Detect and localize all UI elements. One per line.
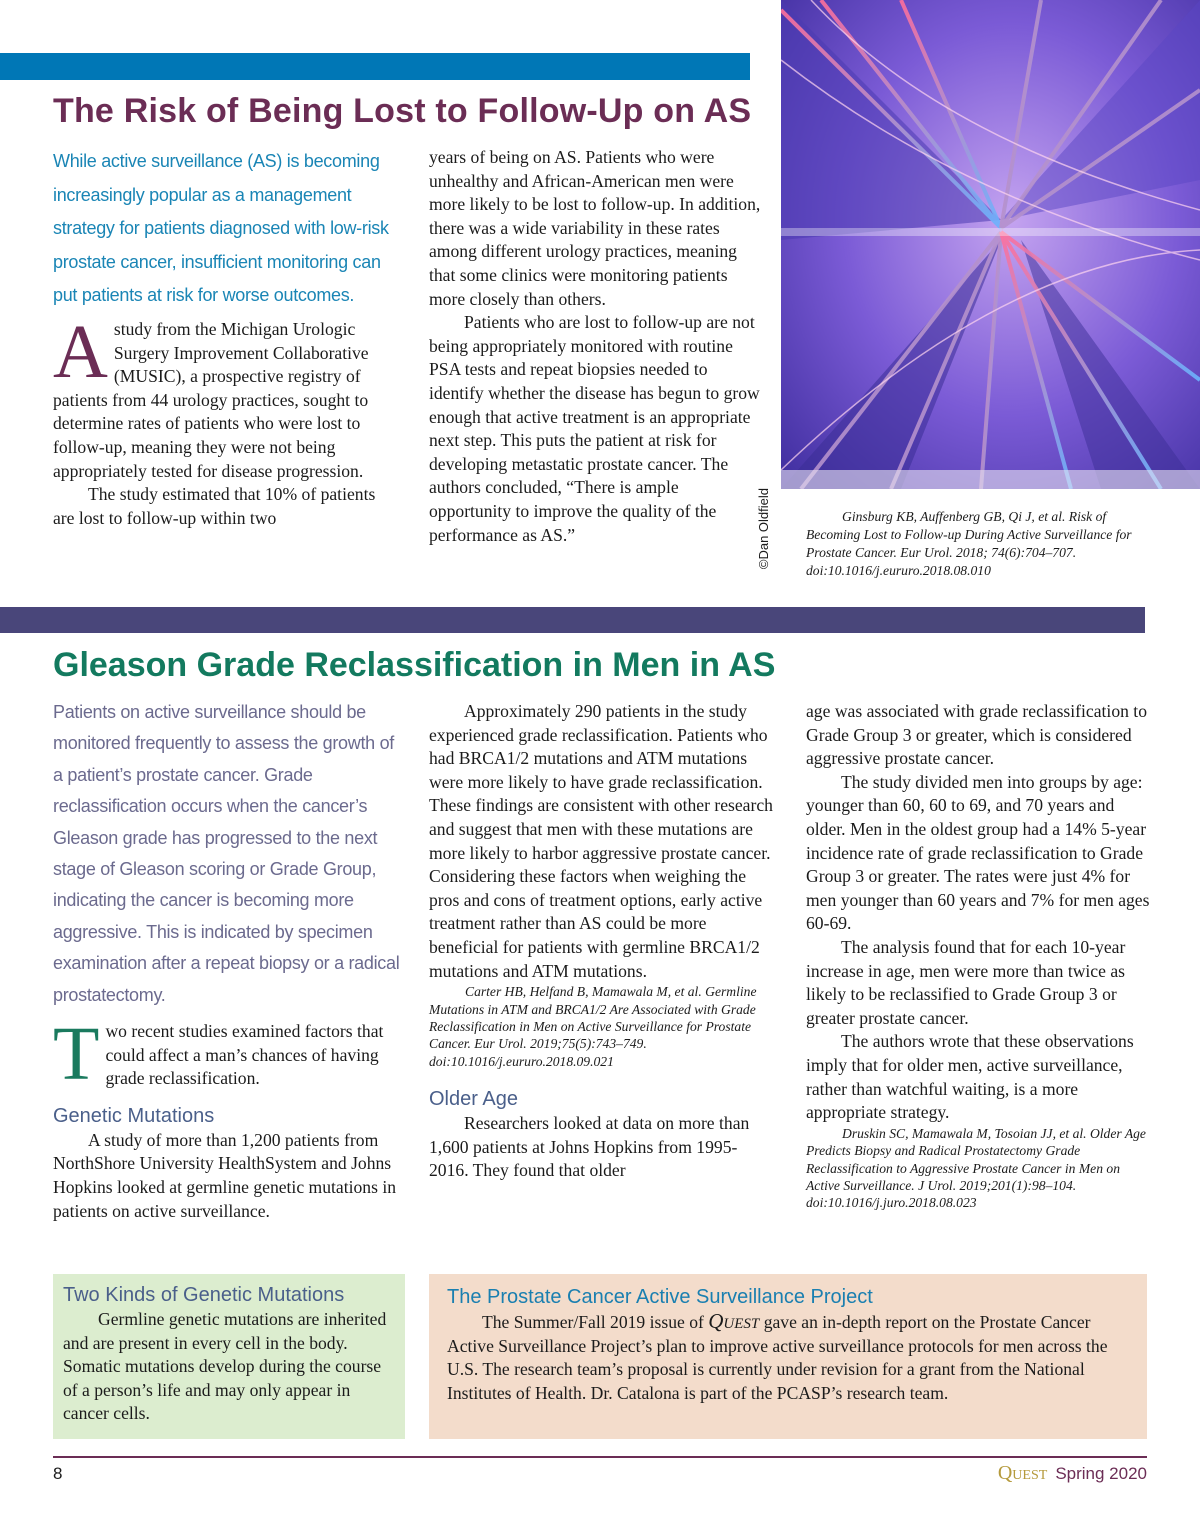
paragraph: Researchers looked at data on more than 1,600 patients at Johns Hopkins from 1995-2016. They found that older [429, 1113, 750, 1181]
article-column-1 [53, 310, 393, 530]
paragraph: The study estimated that 10% of patients are lost to follow-up within two [53, 484, 376, 528]
section-color-bar [0, 607, 1145, 633]
paragraph: Approximately 290 patients in the study experienced grade reclassification. Patients who had BRCA1/2 mutations and ATM mutations were more likely to have grade reclassification. These findings are consistent with other research and suggest that men with these mutations are more likely to harbor aggressive prostate cancer. Considering these factors when weighing the pros and cons of treatment options, early active treatment rather than AS could be more beneficial for patients with germline BRCA1/2 mutations and ATM mutations. [429, 701, 773, 981]
page-number: 8 [53, 1464, 63, 1483]
sidebar-box-mutations [53, 1274, 405, 1439]
article-lede: While active surveillance (AS) is becoming increasingly popular as a management strategy for patients diagnosed with low-risk prostate cancer, insufficient monitoring can put patients at risk for worse outcomes. [53, 151, 389, 305]
paragraph: The study divided men into groups by age: younger than 60, 60 to 69, and 70 years and older. Men in the oldest group had a 14% 5-year incidence rate of grade reclassification to Grade Group 3 or greater. The rates were just 4% for men younger than 60 years and 7% for men ages 60-69. [806, 771, 1150, 934]
paragraph: A study of more than 1,200 patients from NorthShore University HealthSystem and Johns Hopkins looked at germline genetic mutations in patients on active surveillance. [53, 1129, 397, 1221]
box-title: Two Kinds of Genetic Mutations [63, 1284, 345, 1306]
photo-credit: ©Dan Oldfield [756, 488, 771, 570]
section-heading: Older Age [429, 1088, 518, 1111]
footer-issue [998, 1462, 1147, 1485]
box-text: Germline genetic mutations are inherited and are present in every cell in the body. Somatic mutations develop during the course of a person’s life and may only appear in cancer cells. [63, 1309, 387, 1424]
paragraph: years of being on AS. Patients who were unhealthy and African-American men were more likely to be lost to follow-up. In addition, there was a wide variability in these rates among different urology practices, meaning that some clinics were monitoring patients more closely than others. [429, 147, 761, 309]
article-column-2 [429, 146, 764, 547]
article-lede: Patients on active surveillance should be monitored frequently to assess the growth of a patient’s prostate cancer. Grade reclassification occurs when the cancer’s Gleason grade has progressed to the next stage of Gleason scoring or Grade Group, indicating the cancer is becoming more aggressive. This is indicated by specimen examination after a repeat biopsy or a radical prostatectomy. [53, 702, 400, 1005]
citation: Carter HB, Helfand B, Mamawala M, et al. Germline Mutations in ATM and BRCA1/2 Are Associated with Grade Reclassification in Men on Active Surveillance for Prostate Cancer. Eur Urol. 2019;75(5):743–749. doi:10.1016/j.eururo.2018.09.021 [429, 984, 757, 1069]
paragraph: Patients who are lost to follow-up are not being appropriately monitored with routine PSA tests and repeat biopsies needed to identify whether the disease has begun to grow enough that active treatment is an appropriate next step. This puts the patient at risk for developing metastatic prostate cancer. The authors concluded, “There is ample opportunity to improve the quality of the performance as AS.” [429, 312, 760, 545]
drop-cap: A [53, 310, 108, 394]
article-column-1 [53, 1012, 398, 1223]
drop-cap: T [53, 1012, 100, 1096]
paragraph: The authors wrote that these observations imply that for older men, active surveillance, rather than watchful waiting, is a more appropriate strategy. [806, 1031, 1134, 1123]
section-heading: Genetic Mutations [53, 1104, 215, 1127]
header-color-bar [0, 53, 750, 80]
issue-label: Spring 2020 [1055, 1464, 1147, 1483]
citation: Druskin SC, Mamawala M, Tosoian JJ, et al. Older Age Predicts Biopsy and Radical Prostatectomy Grade Reclassification to Aggressive Prostate Cancer in Men on Active Surveillance. J Urol. 2019;201(1):98–104. doi:10.1016/j.juro.2018.08.023 [806, 1125, 1146, 1211]
article-column-3 [806, 700, 1151, 1212]
paragraph: study from the Michigan Urologic Surgery Improvement Collaborative (MUSIC), a prospective registry of patients from 44 urology practices, sought to determine rates of patients who were lost to follow-up, meaning they were not being appropriately tested for disease progression. [53, 319, 369, 481]
chapel-ceiling-photo [781, 0, 1200, 489]
sidebar-box-project [429, 1274, 1147, 1439]
quest-logo-inline: Quest [708, 1309, 760, 1333]
article-title: The Risk of Being Lost to Follow-Up on AS [53, 92, 752, 130]
article-column-2 [429, 700, 774, 1183]
article-title: Gleason Grade Reclassification in Men in AS [53, 646, 776, 684]
paragraph: age was associated with grade reclassification to Grade Group 3 or greater, which is considered aggressive prostate cancer. [806, 701, 1147, 769]
footer-rule [53, 1456, 1147, 1458]
citation: Ginsburg KB, Auffenberg GB, Qi J, et al. Risk of Becoming Lost to Follow-up During Active Surveillance for Prostate Cancer. Eur Urol. 2018; 74(6):704–707. doi:10.1016/j.eururo.2018.08.010 [806, 509, 1132, 578]
quest-brand: Quest [997, 1462, 1048, 1484]
paragraph: The analysis found that for each 10-year increase in age, men were more than twice as likely to be reclassified to Grade Group 3 or greater prostate cancer. [806, 936, 1126, 1028]
box-text: The Summer/Fall 2019 issue of Quest gave an in-depth report on the Prostate Cancer Active Surveillance Project’s plan to improve active surveillance protocols for men across the U.S. The research team’s proposal is currently under revision for a grant from the National Institutes of Health. Dr. Catalona is part of the PCASP’s research team. [447, 1309, 1108, 1403]
box-title: The Prostate Cancer Active Surveillance Project [447, 1286, 873, 1308]
stained-glass-illustration [781, 0, 1200, 489]
paragraph: wo recent studies examined factors that could affect a man’s chances of having grade reclassification. [105, 1021, 384, 1089]
